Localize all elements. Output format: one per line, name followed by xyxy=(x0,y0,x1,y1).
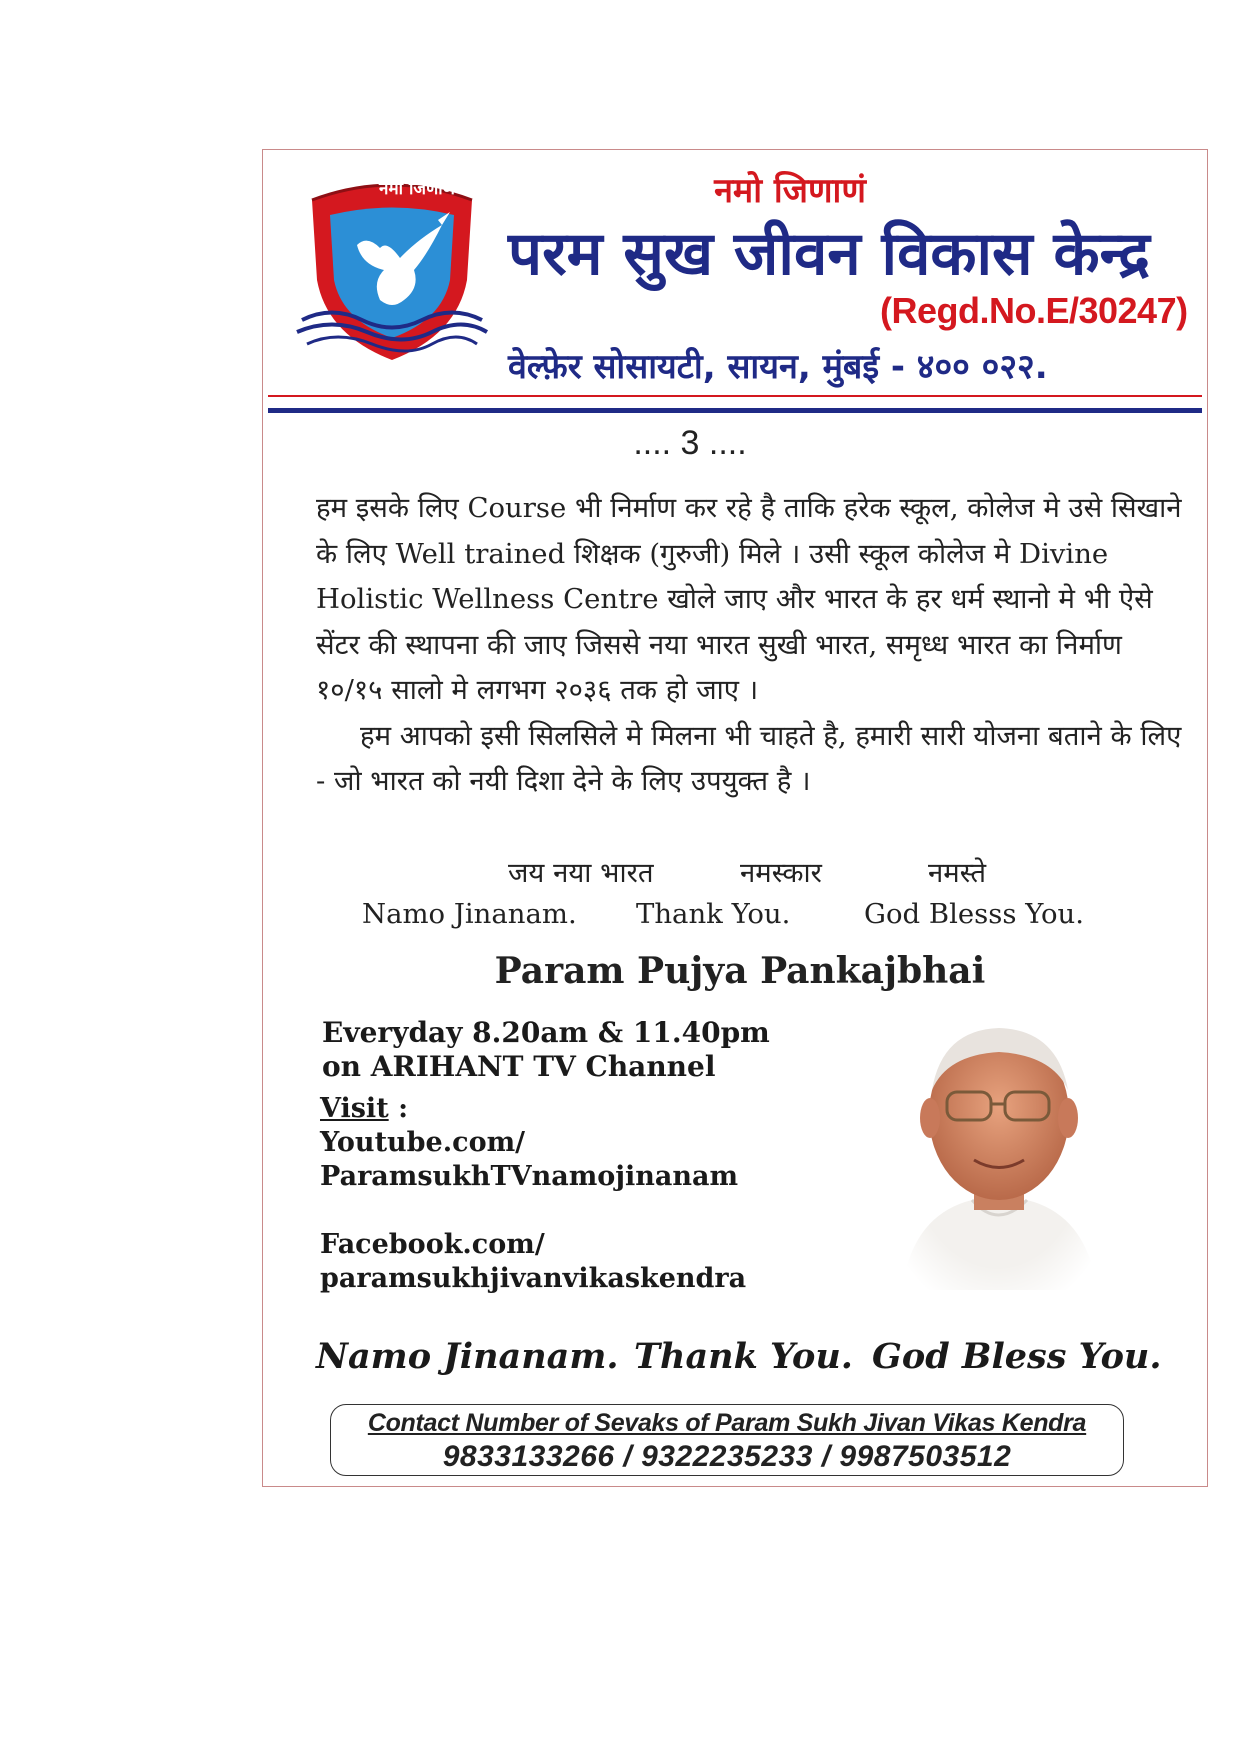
visit-label: Visit xyxy=(320,1093,389,1124)
greetings-hindi xyxy=(316,854,1186,898)
closing-3: God Bless You. xyxy=(872,1336,1162,1377)
tv-timing: Everyday 8.20am & 11.40pm xyxy=(322,1016,770,1049)
body-paragraph-2: हम आपको इसी सिलसिले मे मिलना भी चाहते है, हमारी सारी योजना बताने के लिए - जो भारत को नयी दिशा देने के लिए उपयुक्त है । xyxy=(316,719,1182,797)
closing-1: Namo Jinanam. xyxy=(316,1336,619,1377)
organization-title: परम सुख जीवन विकास केन्द्र xyxy=(508,219,1150,289)
letter-body xyxy=(316,486,1186,805)
closing-line xyxy=(316,1336,1196,1386)
header-divider-red xyxy=(268,395,1202,397)
visit-links xyxy=(320,1092,840,1296)
greeting-hindi-2: नमस्कार xyxy=(740,857,822,889)
greeting-hindi-1: जय नया भारत xyxy=(508,857,654,889)
logo-text: नमो जिणाणं xyxy=(379,179,455,199)
youtube-link-line-2[interactable]: ParamsukhTVnamojinanam xyxy=(320,1161,739,1192)
shield-dove-logo-icon xyxy=(292,170,492,370)
header-divider-blue xyxy=(268,408,1202,413)
contact-box xyxy=(330,1404,1124,1476)
youtube-link-line-1[interactable]: Youtube.com/ xyxy=(320,1127,526,1158)
speaker-name: Param Pujya Pankajbhai xyxy=(494,950,986,992)
organization-address: वेल्फ़ेर सोसायटी, सायन, मुंबई - ४०० ०२२. xyxy=(508,347,1048,387)
closing-2: Thank You. xyxy=(634,1336,853,1377)
greeting-hindi-3: नमस्ते xyxy=(928,857,987,889)
body-paragraph-1: हम इसके लिए Course भी निर्माण कर रहे है ताकि हरेक स्कूल, कोलेज मे उसे सिखाने के लिए Well trained शिक्षक (गुरुजी) मिले । उसी स्कूल कोलेज मे Divine Holistic Wellness Centre खोले जाए और भारत के हर धर्म स्थानो मे भी ऐसे सेंटर की स्थापना की जाए जिससे नया भारत सुखी भारत, समृध्ध भारत का निर्माण १०/१५ सालो मे लगभग २०३६ तक हो जाए । xyxy=(316,492,1182,706)
page-marker: .... 3 .... xyxy=(633,424,747,462)
portrait-photo-icon xyxy=(892,1000,1104,1290)
visit-colon: : xyxy=(388,1093,409,1124)
tv-schedule xyxy=(322,1016,842,1084)
greeting-english-2: Thank You. xyxy=(636,898,791,930)
greeting-english-1: Namo Jinanam. xyxy=(362,898,577,930)
tv-channel: on ARIHANT TV Channel xyxy=(322,1050,716,1083)
header-salutation: नमो जिणाणं xyxy=(714,171,866,211)
contact-title: Contact Number of Sevaks of Param Sukh Jivan Vikas Kendra xyxy=(367,1409,1087,1437)
contact-numbers[interactable]: 9833133266 / 9322235233 / 9987503512 xyxy=(442,1440,1012,1473)
registration-number: (Regd.No.E/30247) xyxy=(880,290,1188,331)
facebook-link-line-2[interactable]: paramsukhjivanvikaskendra xyxy=(320,1263,747,1294)
greeting-english-3: God Blesss You. xyxy=(864,898,1084,930)
facebook-link-line-1[interactable]: Facebook.com/ xyxy=(320,1229,545,1260)
greetings-english xyxy=(316,898,1186,942)
